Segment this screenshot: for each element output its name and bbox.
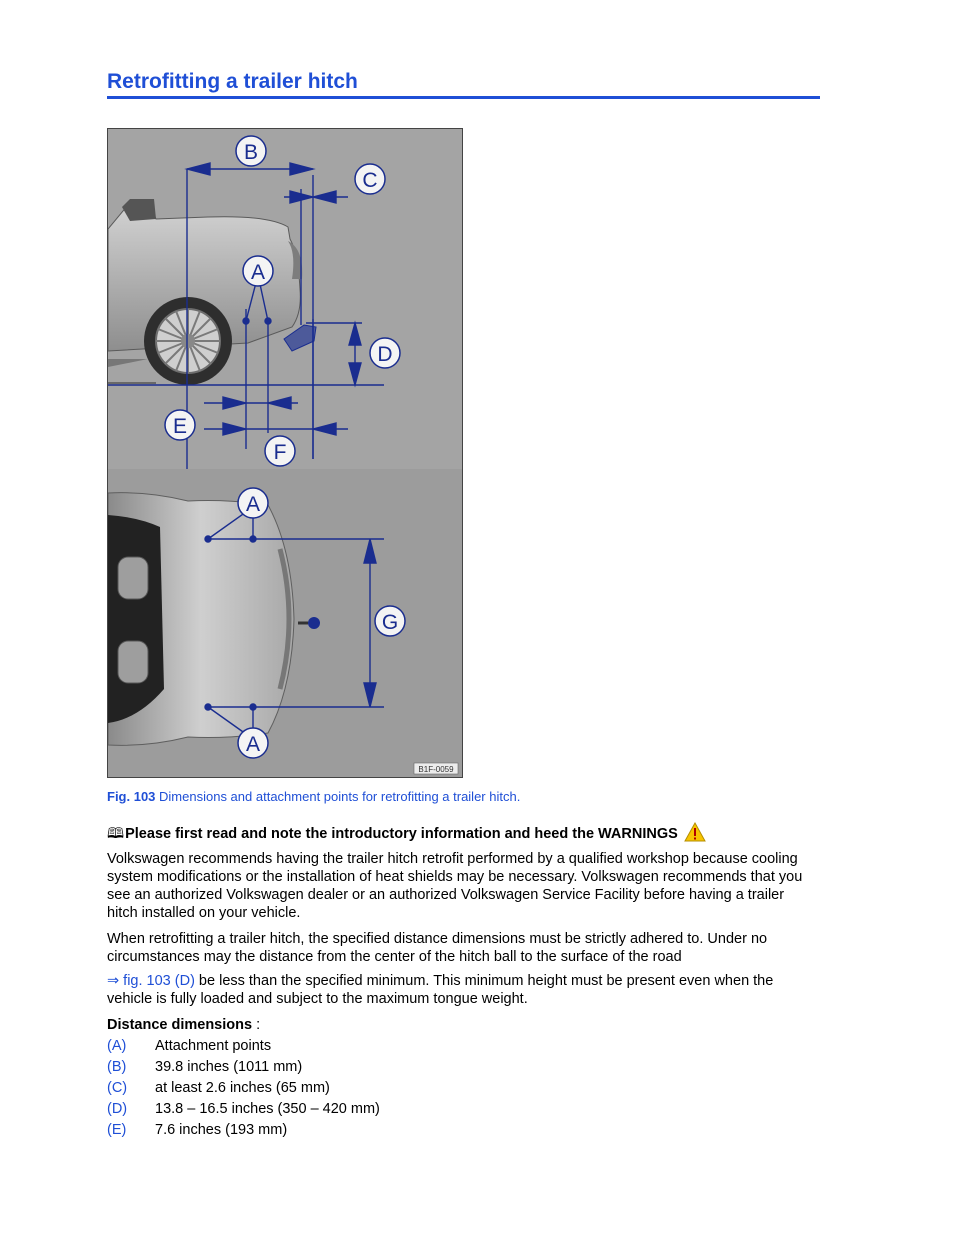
figure-caption [107, 789, 520, 804]
dim-value-d: 13.8 – 16.5 inches (350 – 420 mm) [155, 1101, 380, 1117]
callout-b-text: B [243, 141, 259, 164]
dim-key-b[interactable]: (B) [107, 1059, 127, 1075]
callout-b [236, 136, 266, 166]
callout-a-side-text: A [250, 261, 266, 284]
callout-g [375, 606, 405, 636]
figure-number: Fig. 103 [107, 789, 156, 804]
callout-g-text: G [381, 611, 399, 634]
callout-f [265, 436, 295, 466]
callout-a-bottom-text: A [245, 733, 261, 756]
callout-a-side [243, 256, 273, 286]
callout-c [355, 164, 385, 194]
list-item [107, 1036, 380, 1057]
dim-key-e[interactable]: (E) [107, 1122, 127, 1138]
distance-list [107, 1036, 380, 1141]
paragraph-dimensions: When retrofitting a trailer hitch, the specified distance dimensions must be strictly adhered to. Under no circumstances may the distance from the center of the hitch ball to the surface of the road [107, 931, 768, 965]
callout-e [165, 410, 195, 440]
figure-caption-text: Dimensions and attachment points for retrofitting a trailer hitch. [155, 789, 521, 804]
dim-value-c: at least 2.6 inches (65 mm) [155, 1080, 330, 1096]
dim-key-d[interactable]: (D) [107, 1101, 128, 1117]
list-item [107, 1099, 380, 1120]
distance-dimensions-heading [107, 1016, 807, 1034]
figure-code: B1F-0059 [418, 765, 454, 774]
callout-e-text: E [172, 415, 188, 438]
paragraph-minimum-height-text: be less than the specified minimum. This minimum height must be present even when the vehicle is fully loaded and subject to the maximum tongue weight. [107, 973, 774, 1007]
book-icon: 🕮 [107, 826, 125, 842]
figure-trailer-hitch-dimensions [107, 128, 463, 778]
intro-notice [107, 822, 807, 843]
dim-value-e: 7.6 inches (193 mm) [155, 1122, 288, 1138]
list-item [107, 1078, 380, 1099]
callout-a-top [238, 488, 268, 518]
callout-a-bottom [238, 728, 268, 758]
dim-value-b: 39.8 inches (1011 mm) [155, 1059, 303, 1075]
intro-text: Please first read and note the introductory information and heed the WARNINGS [125, 826, 678, 842]
callout-f-text: F [273, 441, 287, 464]
warning-triangle-icon[interactable] [684, 822, 706, 842]
page-title: Retrofitting a trailer hitch [107, 70, 358, 93]
fig-103-d-link[interactable]: ⇒ fig. 103 (D) [107, 973, 195, 989]
hitch-diagram [108, 129, 462, 777]
list-item [107, 1120, 380, 1141]
title-divider [107, 96, 820, 99]
list-item [107, 1057, 380, 1078]
callout-a-top-text: A [245, 493, 261, 516]
dim-key-c[interactable]: (C) [107, 1080, 128, 1096]
callout-d [370, 338, 400, 368]
paragraph-minimum-height [107, 972, 807, 1008]
distance-dimensions-suffix: : [252, 1017, 261, 1033]
dim-value-a: Attachment points [155, 1038, 272, 1054]
distance-dimensions-label: Distance dimensions [107, 1017, 253, 1033]
callout-d-text: D [377, 343, 393, 366]
callout-c-text: C [362, 169, 378, 192]
paragraph-workshop: Volkswagen recommends having the trailer hitch retrofit performed by a qualified workshop because cooling system modifications or the installation of heat shields may be necessary. Volkswagen recommends that you see an authorized Volkswagen dealer or an authorized Volkswagen Service Facility before having a trailer hitch installed on your vehicle. [107, 851, 803, 921]
dim-key-a[interactable]: (A) [107, 1038, 127, 1054]
